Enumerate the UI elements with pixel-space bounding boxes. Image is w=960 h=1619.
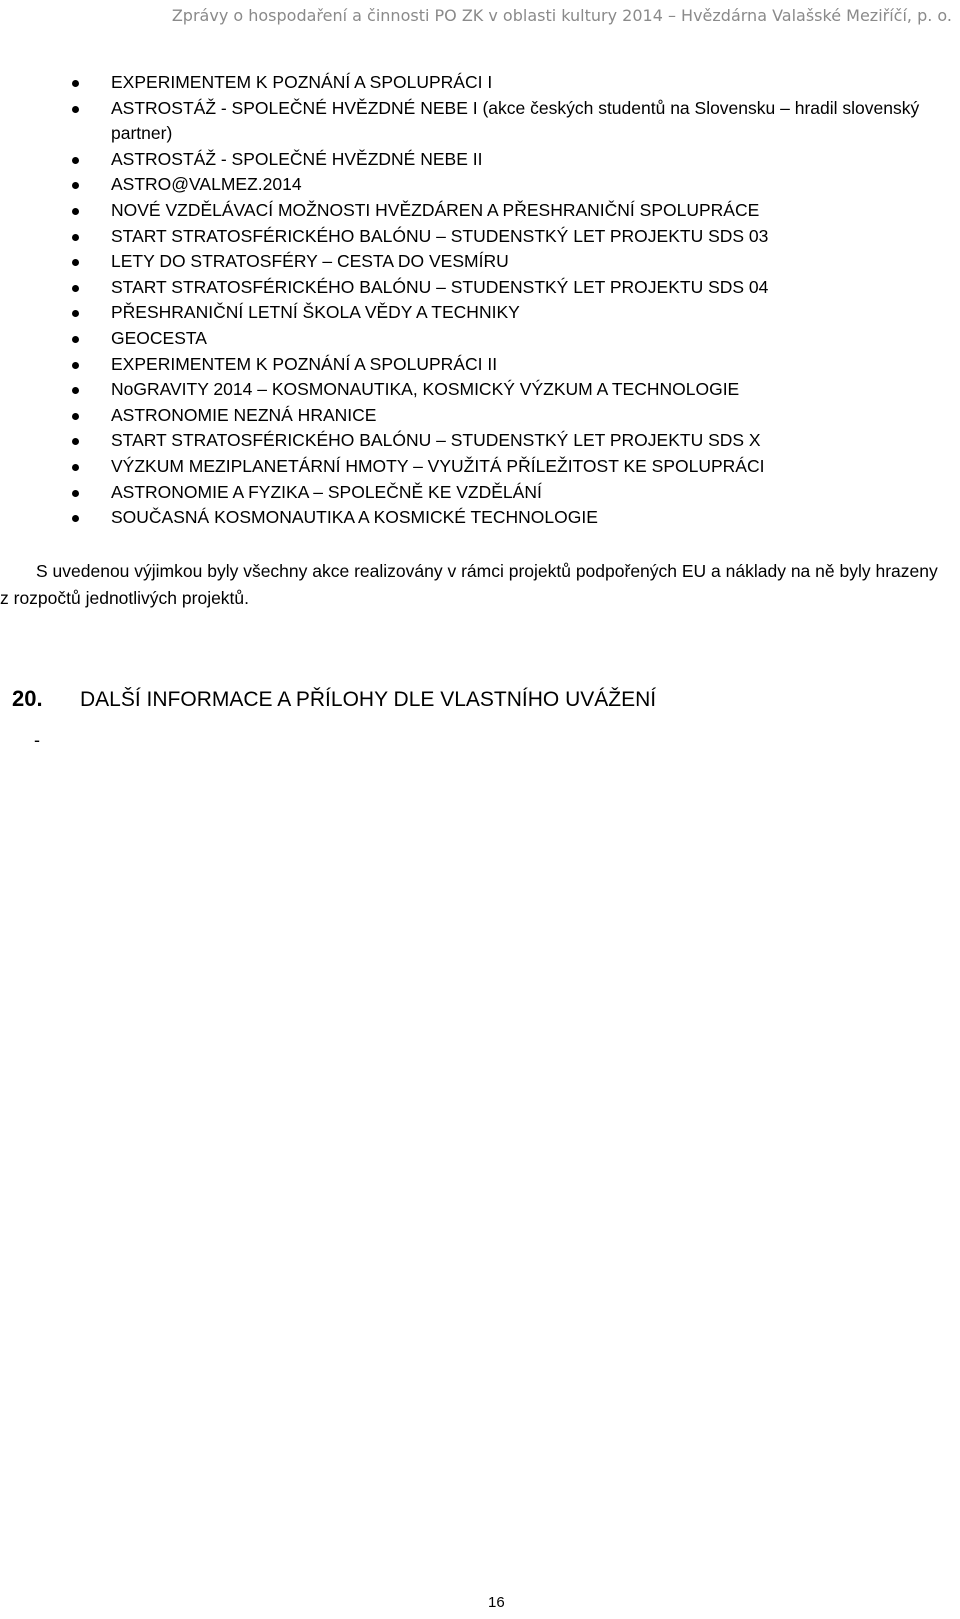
list-item: ASTRONOMIE A FYZIKA – SPOLEČNĚ KE VZDĚLÁNÍ [70,480,950,506]
page-number: 16 [488,1594,505,1611]
bullet-icon [72,157,79,164]
list-item: VÝZKUM MEZIPLANETÁRNÍ HMOTY – VYUŽITÁ PŘÍLEŽITOST KE SPOLUPRÁCI [70,454,950,480]
bullet-icon [72,234,79,241]
list-item: PŘESHRANIČNÍ LETNÍ ŠKOLA VĚDY A TECHNIKY [70,300,950,326]
bullet-icon [72,208,79,215]
list-item: ASTRONOMIE NEZNÁ HRANICE [70,403,950,429]
list-item: SOUČASNÁ KOSMONAUTIKA A KOSMICKÉ TECHNOLOGIE [70,505,950,531]
bullet-icon [72,182,79,189]
list-item: EXPERIMENTEM K POZNÁNÍ A SPOLUPRÁCI II [70,352,950,378]
list-item: START STRATOSFÉRICKÉHO BALÓNU – STUDENSTKÝ LET PROJEKTU SDS 04 [70,275,950,301]
bullet-icon [72,285,79,292]
list-item: EXPERIMENTEM K POZNÁNÍ A SPOLUPRÁCI I [70,70,950,96]
bullet-icon [72,362,79,369]
list-item: ASTROSTÁŽ - SPOLEČNÉ HVĚZDNÉ NEBE II [70,147,950,173]
bullet-icon [72,464,79,471]
bullet-icon [72,413,79,420]
bullet-icon [72,259,79,266]
bullet-icon [72,515,79,522]
project-list [70,70,950,531]
list-item: START STRATOSFÉRICKÉHO BALÓNU – STUDENSTKÝ LET PROJEKTU SDS X [70,428,950,454]
bullet-icon [72,106,79,113]
bullet-icon [72,80,79,87]
bullet-icon [72,310,79,317]
list-item: START STRATOSFÉRICKÉHO BALÓNU – STUDENSTKÝ LET PROJEKTU SDS 03 [70,224,950,250]
list-item: NOVÉ VZDĚLÁVACÍ MOŽNOSTI HVĚZDÁREN A PŘESHRANIČNÍ SPOLUPRÁCE [70,198,950,224]
page-header: Zprávy o hospodaření a činnosti PO ZK v oblasti kultury 2014 – Hvězdárna Valašské Meziříčí, p. o. [171,6,952,25]
summary-paragraph: S uvedenou výjimkou byly všechny akce realizovány v rámci projektů podpořených EU a náklady na ně byly hrazeny z rozpočtů jednotlivých projektů. [0,561,938,608]
list-item: ASTROSTÁŽ - SPOLEČNÉ HVĚZDNÉ NEBE I (akce českých studentů na Slovensku – hradil slovenský partner) [70,96,950,147]
section-content: - [34,730,40,750]
section-heading [12,686,656,712]
bullet-icon [72,387,79,394]
list-item: LETY DO STRATOSFÉRY – CESTA DO VESMÍRU [70,249,950,275]
section-title: DALŠÍ INFORMACE A PŘÍLOHY DLE VLASTNÍHO UVÁŽENÍ [80,688,657,711]
section-number: 20. [12,686,43,711]
list-item: ASTRO@VALMEZ.2014 [70,172,950,198]
list-item: NoGRAVITY 2014 – KOSMONAUTIKA, KOSMICKÝ VÝZKUM A TECHNOLOGIE [70,377,950,403]
bullet-icon [72,336,79,343]
list-item: GEOCESTA [70,326,950,352]
bullet-icon [72,438,79,445]
bullet-icon [72,490,79,497]
